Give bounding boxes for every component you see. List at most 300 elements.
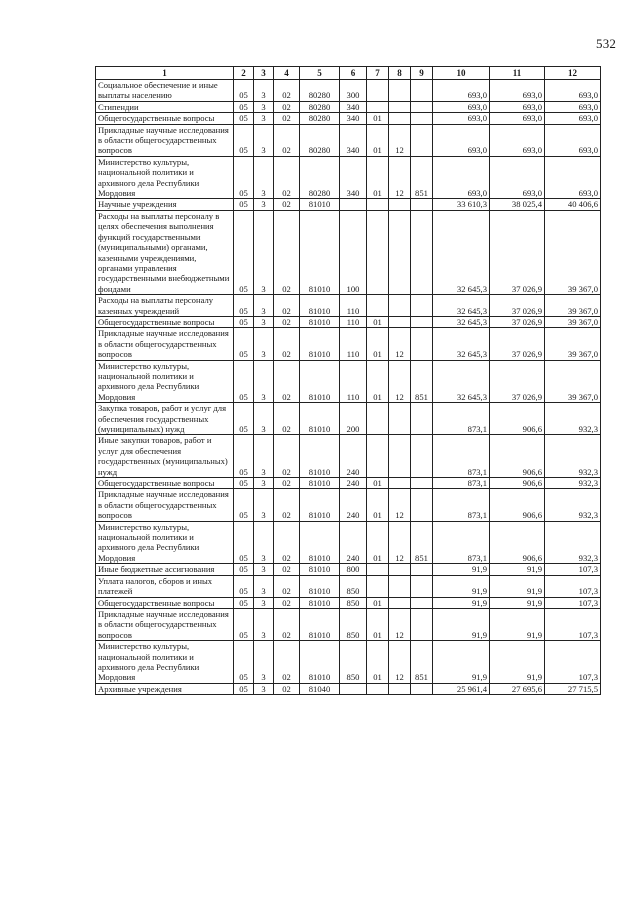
code-target: 80280 [300, 80, 340, 102]
amount-year-3: 39 367,0 [545, 295, 601, 317]
code-admin: 05 [234, 113, 254, 124]
code-subdiv [389, 564, 411, 575]
table-row [96, 403, 601, 435]
amount-year-1: 91,9 [433, 564, 490, 575]
code-expense-type: 850 [340, 608, 367, 640]
row-name: Общегосударственные вопросы [96, 597, 234, 608]
col-header: 10 [433, 67, 490, 80]
code-expense-type: 300 [340, 80, 367, 102]
amount-year-3: 107,3 [545, 564, 601, 575]
amount-year-2: 27 695,6 [490, 683, 545, 694]
amount-year-3: 39 367,0 [545, 210, 601, 294]
amount-year-2: 91,9 [490, 641, 545, 684]
table-row [96, 521, 601, 564]
amount-year-2: 906,6 [490, 489, 545, 521]
code-subdiv [389, 80, 411, 102]
code-subsection: 02 [274, 521, 300, 564]
amount-year-1: 91,9 [433, 597, 490, 608]
code-subsection: 02 [274, 403, 300, 435]
code-ministry: 851 [411, 156, 433, 199]
amount-year-2: 37 026,9 [490, 210, 545, 294]
code-target: 80280 [300, 101, 340, 112]
amount-year-1: 91,9 [433, 575, 490, 597]
col-header: 11 [490, 67, 545, 80]
table-row [96, 101, 601, 112]
code-div [367, 435, 389, 478]
code-admin: 05 [234, 316, 254, 327]
code-subsection: 02 [274, 113, 300, 124]
code-expense-type: 110 [340, 360, 367, 403]
table-row [96, 608, 601, 640]
code-section: 3 [254, 478, 274, 489]
row-name: Социальное обеспечение и иные выплаты населению [96, 80, 234, 102]
code-subdiv [389, 575, 411, 597]
amount-year-2: 91,9 [490, 564, 545, 575]
row-name: Прикладные научные исследования в области общегосударственных вопросов [96, 608, 234, 640]
code-div: 01 [367, 489, 389, 521]
code-ministry [411, 101, 433, 112]
code-admin: 05 [234, 124, 254, 156]
table-row [96, 113, 601, 124]
code-section: 3 [254, 199, 274, 210]
code-expense-type: 100 [340, 210, 367, 294]
table-row [96, 489, 601, 521]
code-target: 80280 [300, 124, 340, 156]
code-subsection: 02 [274, 210, 300, 294]
amount-year-3: 932,3 [545, 521, 601, 564]
code-expense-type: 240 [340, 521, 367, 564]
amount-year-1: 32 645,3 [433, 295, 490, 317]
code-admin: 05 [234, 80, 254, 102]
col-header: 12 [545, 67, 601, 80]
amount-year-2: 906,6 [490, 435, 545, 478]
code-section: 3 [254, 608, 274, 640]
code-admin: 05 [234, 608, 254, 640]
code-admin: 05 [234, 575, 254, 597]
code-subdiv: 12 [389, 124, 411, 156]
code-target: 81010 [300, 210, 340, 294]
code-target: 81010 [300, 328, 340, 360]
code-subdiv: 12 [389, 608, 411, 640]
code-target: 81010 [300, 403, 340, 435]
table-row [96, 316, 601, 327]
code-target: 81010 [300, 641, 340, 684]
code-subsection: 02 [274, 435, 300, 478]
code-ministry [411, 575, 433, 597]
row-name: Министерство культуры, национальной политики и архивного дела Республики Мордовия [96, 360, 234, 403]
amount-year-2: 37 026,9 [490, 316, 545, 327]
amount-year-1: 693,0 [433, 156, 490, 199]
code-ministry [411, 489, 433, 521]
table-row [96, 478, 601, 489]
code-admin: 05 [234, 597, 254, 608]
amount-year-1: 33 610,3 [433, 199, 490, 210]
code-ministry [411, 80, 433, 102]
code-target: 81010 [300, 478, 340, 489]
code-target: 81010 [300, 295, 340, 317]
amount-year-3: 40 406,6 [545, 199, 601, 210]
table-row [96, 597, 601, 608]
code-admin: 05 [234, 328, 254, 360]
code-div: 01 [367, 597, 389, 608]
amount-year-2: 693,0 [490, 113, 545, 124]
code-section: 3 [254, 521, 274, 564]
code-admin: 05 [234, 360, 254, 403]
code-admin: 05 [234, 403, 254, 435]
code-expense-type [340, 199, 367, 210]
code-subdiv: 12 [389, 521, 411, 564]
code-section: 3 [254, 575, 274, 597]
amount-year-1: 32 645,3 [433, 360, 490, 403]
amount-year-2: 37 026,9 [490, 295, 545, 317]
amount-year-2: 693,0 [490, 124, 545, 156]
col-header: 9 [411, 67, 433, 80]
code-subsection: 02 [274, 478, 300, 489]
code-div [367, 199, 389, 210]
table-row [96, 199, 601, 210]
code-expense-type: 800 [340, 564, 367, 575]
code-div [367, 101, 389, 112]
code-section: 3 [254, 328, 274, 360]
code-expense-type: 200 [340, 403, 367, 435]
code-subdiv [389, 316, 411, 327]
amount-year-1: 32 645,3 [433, 316, 490, 327]
code-expense-type: 850 [340, 641, 367, 684]
amount-year-2: 37 026,9 [490, 360, 545, 403]
amount-year-2: 91,9 [490, 597, 545, 608]
code-section: 3 [254, 156, 274, 199]
code-div: 01 [367, 521, 389, 564]
row-name: Министерство культуры, национальной политики и архивного дела Республики Мордовия [96, 521, 234, 564]
amount-year-3: 39 367,0 [545, 316, 601, 327]
row-name: Прикладные научные исследования в области общегосударственных вопросов [96, 124, 234, 156]
code-target: 81010 [300, 489, 340, 521]
code-subsection: 02 [274, 328, 300, 360]
code-admin: 05 [234, 489, 254, 521]
code-section: 3 [254, 210, 274, 294]
code-target: 81040 [300, 683, 340, 694]
code-expense-type [340, 683, 367, 694]
amount-year-1: 693,0 [433, 113, 490, 124]
amount-year-3: 39 367,0 [545, 360, 601, 403]
code-subdiv [389, 478, 411, 489]
code-admin: 05 [234, 435, 254, 478]
table-row [96, 564, 601, 575]
code-expense-type: 340 [340, 101, 367, 112]
code-subsection: 02 [274, 575, 300, 597]
code-subdiv [389, 210, 411, 294]
code-subdiv [389, 403, 411, 435]
row-name: Министерство культуры, национальной политики и архивного дела Республики Мордовия [96, 641, 234, 684]
amount-year-3: 107,3 [545, 597, 601, 608]
code-subdiv: 12 [389, 489, 411, 521]
code-subsection: 02 [274, 316, 300, 327]
code-section: 3 [254, 101, 274, 112]
amount-year-3: 27 715,5 [545, 683, 601, 694]
amount-year-1: 91,9 [433, 641, 490, 684]
amount-year-3: 107,3 [545, 608, 601, 640]
code-subsection: 02 [274, 597, 300, 608]
code-expense-type: 240 [340, 489, 367, 521]
code-ministry: 851 [411, 521, 433, 564]
code-section: 3 [254, 683, 274, 694]
code-div [367, 295, 389, 317]
page-number: 532 [596, 36, 617, 51]
amount-year-2: 693,0 [490, 80, 545, 102]
amount-year-3: 693,0 [545, 124, 601, 156]
code-div [367, 575, 389, 597]
table-row [96, 328, 601, 360]
amount-year-1: 693,0 [433, 101, 490, 112]
amount-year-3: 932,3 [545, 489, 601, 521]
code-admin: 05 [234, 295, 254, 317]
amount-year-1: 32 645,3 [433, 328, 490, 360]
code-ministry: 851 [411, 360, 433, 403]
code-expense-type: 340 [340, 156, 367, 199]
code-subsection: 02 [274, 156, 300, 199]
code-subsection: 02 [274, 80, 300, 102]
code-div: 01 [367, 316, 389, 327]
row-name: Закупка товаров, работ и услуг для обеспечения государственных (муниципальных) нужд [96, 403, 234, 435]
code-div: 01 [367, 478, 389, 489]
code-ministry [411, 564, 433, 575]
budget-table [95, 66, 601, 695]
code-expense-type: 340 [340, 124, 367, 156]
code-subsection: 02 [274, 683, 300, 694]
code-ministry [411, 435, 433, 478]
code-div: 01 [367, 124, 389, 156]
amount-year-1: 873,1 [433, 403, 490, 435]
amount-year-1: 873,1 [433, 435, 490, 478]
amount-year-2: 906,6 [490, 521, 545, 564]
table-row [96, 156, 601, 199]
row-name: Архивные учреждения [96, 683, 234, 694]
code-target: 81010 [300, 564, 340, 575]
code-section: 3 [254, 403, 274, 435]
code-section: 3 [254, 113, 274, 124]
code-admin: 05 [234, 199, 254, 210]
code-ministry [411, 403, 433, 435]
col-header: 7 [367, 67, 389, 80]
table-row [96, 683, 601, 694]
table-row [96, 575, 601, 597]
code-expense-type: 850 [340, 575, 367, 597]
code-section: 3 [254, 641, 274, 684]
amount-year-3: 107,3 [545, 575, 601, 597]
code-subdiv [389, 199, 411, 210]
code-target: 81010 [300, 316, 340, 327]
code-expense-type: 340 [340, 113, 367, 124]
code-section: 3 [254, 489, 274, 521]
code-subsection: 02 [274, 564, 300, 575]
amount-year-1: 25 961,4 [433, 683, 490, 694]
code-target: 81010 [300, 360, 340, 403]
row-name: Прикладные научные исследования в области общегосударственных вопросов [96, 489, 234, 521]
amount-year-2: 693,0 [490, 156, 545, 199]
amount-year-1: 32 645,3 [433, 210, 490, 294]
code-section: 3 [254, 295, 274, 317]
code-section: 3 [254, 564, 274, 575]
code-subsection: 02 [274, 360, 300, 403]
code-ministry [411, 683, 433, 694]
code-subdiv [389, 683, 411, 694]
row-name: Уплата налогов, сборов и иных платежей [96, 575, 234, 597]
table-row [96, 295, 601, 317]
code-subsection: 02 [274, 199, 300, 210]
table-row [96, 360, 601, 403]
code-admin: 05 [234, 564, 254, 575]
code-div [367, 80, 389, 102]
code-section: 3 [254, 360, 274, 403]
code-admin: 05 [234, 683, 254, 694]
code-ministry [411, 316, 433, 327]
code-admin: 05 [234, 101, 254, 112]
code-div [367, 403, 389, 435]
code-section: 3 [254, 597, 274, 608]
code-subsection: 02 [274, 489, 300, 521]
code-subsection: 02 [274, 641, 300, 684]
amount-year-1: 873,1 [433, 478, 490, 489]
amount-year-3: 107,3 [545, 641, 601, 684]
code-expense-type: 110 [340, 316, 367, 327]
code-expense-type: 110 [340, 295, 367, 317]
code-div: 01 [367, 328, 389, 360]
row-name: Иные бюджетные ассигнования [96, 564, 234, 575]
col-header: 5 [300, 67, 340, 80]
amount-year-3: 932,3 [545, 403, 601, 435]
code-admin: 05 [234, 156, 254, 199]
code-subdiv [389, 295, 411, 317]
col-header: 3 [254, 67, 274, 80]
code-target: 81010 [300, 435, 340, 478]
code-subdiv: 12 [389, 360, 411, 403]
amount-year-3: 693,0 [545, 101, 601, 112]
code-div [367, 210, 389, 294]
code-subdiv [389, 113, 411, 124]
code-target: 80280 [300, 156, 340, 199]
code-target: 81010 [300, 597, 340, 608]
code-admin: 05 [234, 210, 254, 294]
row-name: Расходы на выплаты персоналу казенных учреждений [96, 295, 234, 317]
row-name: Общегосударственные вопросы [96, 316, 234, 327]
code-expense-type: 110 [340, 328, 367, 360]
code-ministry [411, 597, 433, 608]
code-div: 01 [367, 608, 389, 640]
code-subsection: 02 [274, 295, 300, 317]
amount-year-2: 91,9 [490, 608, 545, 640]
amount-year-1: 693,0 [433, 80, 490, 102]
code-div [367, 564, 389, 575]
code-subdiv: 12 [389, 328, 411, 360]
row-name: Прикладные научные исследования в области общегосударственных вопросов [96, 328, 234, 360]
amount-year-3: 932,3 [545, 435, 601, 478]
col-header: 8 [389, 67, 411, 80]
amount-year-1: 873,1 [433, 521, 490, 564]
code-div: 01 [367, 156, 389, 199]
table-row [96, 641, 601, 684]
row-name: Общегосударственные вопросы [96, 478, 234, 489]
code-target: 81010 [300, 608, 340, 640]
row-name: Иные закупки товаров, работ и услуг для обеспечения государственных (муниципальных) нужд [96, 435, 234, 478]
amount-year-1: 873,1 [433, 489, 490, 521]
code-section: 3 [254, 316, 274, 327]
code-subdiv [389, 597, 411, 608]
code-subsection: 02 [274, 608, 300, 640]
code-subdiv: 12 [389, 156, 411, 199]
amount-year-3: 932,3 [545, 478, 601, 489]
col-header: 6 [340, 67, 367, 80]
code-section: 3 [254, 124, 274, 156]
row-name: Стипендии [96, 101, 234, 112]
table-body [96, 80, 601, 695]
code-ministry [411, 199, 433, 210]
amount-year-3: 693,0 [545, 80, 601, 102]
amount-year-2: 693,0 [490, 101, 545, 112]
amount-year-2: 906,6 [490, 478, 545, 489]
code-ministry [411, 608, 433, 640]
code-expense-type: 850 [340, 597, 367, 608]
row-name: Научные учреждения [96, 199, 234, 210]
code-section: 3 [254, 435, 274, 478]
code-subdiv: 12 [389, 641, 411, 684]
code-div: 01 [367, 360, 389, 403]
code-admin: 05 [234, 521, 254, 564]
code-subsection: 02 [274, 124, 300, 156]
amount-year-1: 91,9 [433, 608, 490, 640]
amount-year-2: 906,6 [490, 403, 545, 435]
amount-year-2: 37 026,9 [490, 328, 545, 360]
amount-year-1: 693,0 [433, 124, 490, 156]
row-name: Министерство культуры, национальной политики и архивного дела Республики Мордовия [96, 156, 234, 199]
code-admin: 05 [234, 641, 254, 684]
col-header: 4 [274, 67, 300, 80]
code-target: 81010 [300, 521, 340, 564]
header-row [96, 67, 601, 80]
code-subsection: 02 [274, 101, 300, 112]
table-row [96, 435, 601, 478]
code-admin: 05 [234, 478, 254, 489]
code-ministry [411, 328, 433, 360]
code-ministry [411, 124, 433, 156]
code-div [367, 683, 389, 694]
code-subdiv [389, 101, 411, 112]
table-row [96, 80, 601, 102]
row-name: Общегосударственные вопросы [96, 113, 234, 124]
code-expense-type: 240 [340, 478, 367, 489]
code-ministry [411, 295, 433, 317]
code-target: 80280 [300, 113, 340, 124]
amount-year-2: 38 025,4 [490, 199, 545, 210]
col-header: 1 [96, 67, 234, 80]
code-div: 01 [367, 113, 389, 124]
code-expense-type: 240 [340, 435, 367, 478]
code-ministry [411, 210, 433, 294]
amount-year-3: 39 367,0 [545, 328, 601, 360]
code-ministry: 851 [411, 641, 433, 684]
amount-year-3: 693,0 [545, 113, 601, 124]
amount-year-2: 91,9 [490, 575, 545, 597]
row-name: Расходы на выплаты персоналу в целях обеспечения выполнения функций государственными (муниципальными) органами, казенными учреждениями, органами управления государственными внебюджетными фондами [96, 210, 234, 294]
table-row [96, 124, 601, 156]
code-div: 01 [367, 641, 389, 684]
code-target: 81010 [300, 575, 340, 597]
code-ministry [411, 113, 433, 124]
code-target: 81010 [300, 199, 340, 210]
table-row [96, 210, 601, 294]
code-section: 3 [254, 80, 274, 102]
amount-year-3: 693,0 [545, 156, 601, 199]
code-ministry [411, 478, 433, 489]
